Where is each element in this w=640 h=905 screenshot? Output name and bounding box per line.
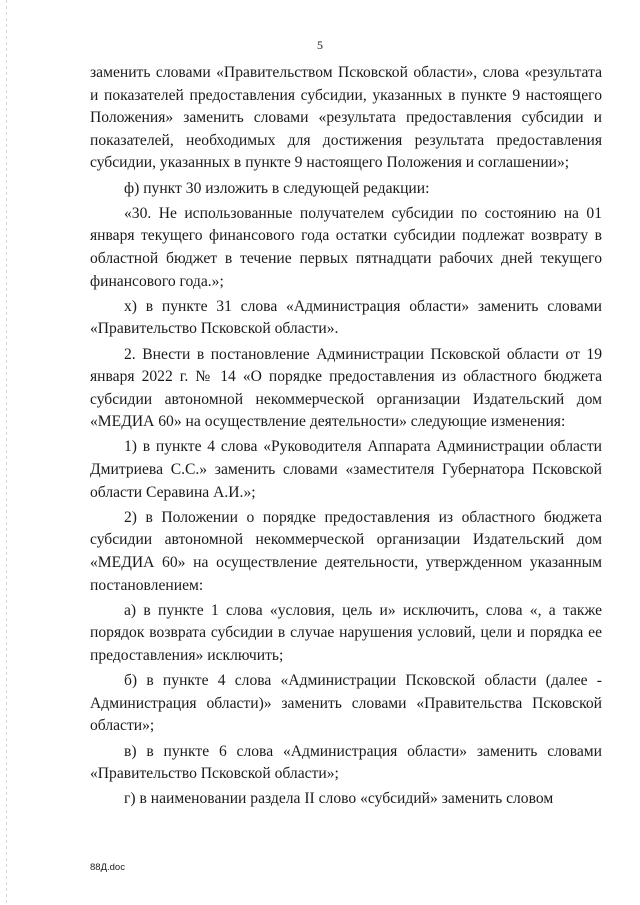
document-body: [90, 62, 602, 814]
paragraph-item-g: г) в наименовании раздела II слово «субсидий» заменить словом: [124, 790, 554, 808]
scan-edge: [6, 0, 7, 905]
paragraph-item-kh: х) в пункте 31 слова «Администрация области» заменить словами «Правительство Псковской области».: [90, 297, 602, 338]
paragraph-item-v: в) в пункте 6 слова «Администрация области» заменить словами «Правительство Псковской области»;: [90, 742, 602, 783]
paragraph-item-1: 1) в пункте 4 слова «Руководителя Аппарата Администрации области Дмитриева С.С.» заменить словами «заместителя Губернатора Псковской области Серавина А.И.»;: [90, 438, 602, 501]
page-number: 5: [317, 38, 323, 52]
paragraph-item-f: ф) пункт 30 изложить в следующей редакции:: [124, 179, 430, 197]
footer-filename: 88Д.doc: [90, 862, 125, 873]
paragraph-item-2: 2) в Положении о порядке предоставления из областного бюджета субсидии автономной некоммерческой организации Издательский дом «МЕДИА 60» на осуществление деятельности, утвержденном указанным постановлением:: [90, 508, 602, 594]
paragraph-item-b: б) в пункте 4 слова «Администрации Псковской области (далее - Администрация области)» заменить словами «Правительства Псковской области»;: [90, 672, 602, 735]
paragraph-section-2: 2. Внести в постановление Администрации Псковской области от 19 января 2022 г. № 14 «О порядке предоставления из областного бюджета субсидии автономной некоммерческой организации Издательский дом «МЕДИА 60» на осуществление деятельности» следующие изменения:: [90, 345, 602, 431]
paragraph-continuation: заменить словами «Правительством Псковской области», слова «результата и показателей предоставления субсидии, указанных в пункте 9 настоящего Положения» заменить словами «результата предоставления субсидии и показателей, необходимых для достижения результата предоставления субсидии, указанных в пункте 9 настоящего Положения и соглашении»;: [90, 64, 602, 172]
paragraph-quote-30: «30. Не использованные получателем субсидии по состоянию на 01 января текущего финансового года остатки субсидии подлежат возврату в областной бюджет в течение первых пятнадцати рабочих дней текущего финансового года.»;: [90, 204, 602, 290]
paragraph-item-a: а) в пункте 1 слова «условия, цель и» исключить, слова «, а также порядок возврата субсидии в случае нарушения условий, цели и порядка ее предоставления» исключить;: [90, 601, 602, 664]
